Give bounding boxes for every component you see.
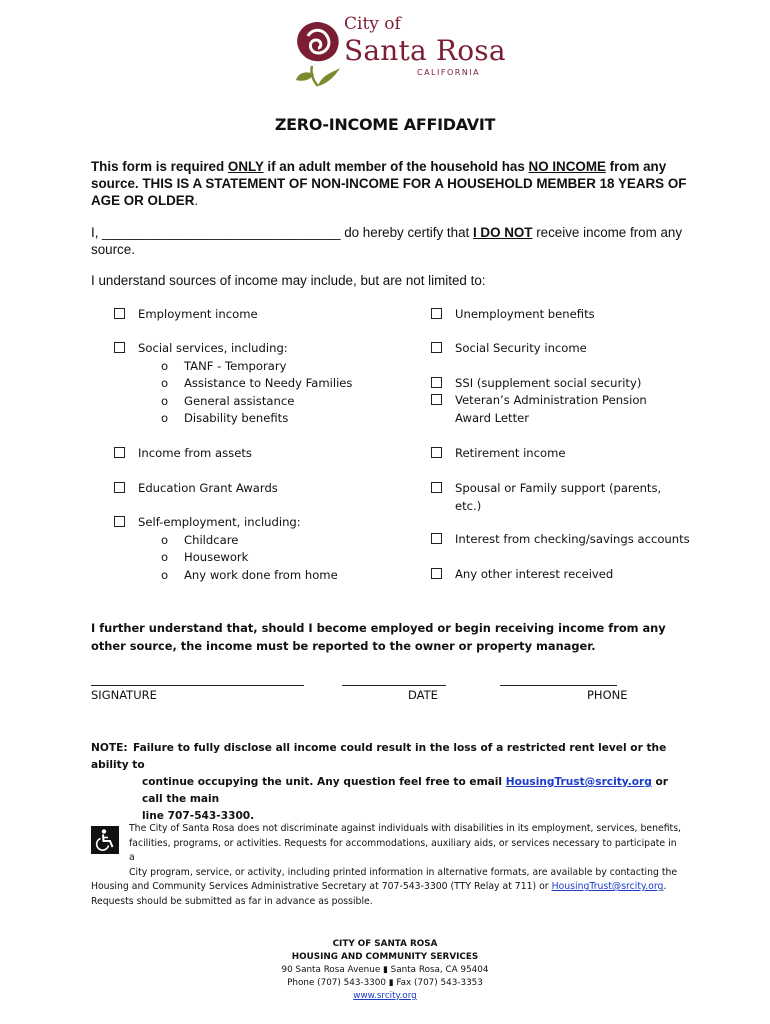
sub-bullet: o bbox=[161, 411, 169, 425]
note-text: continue occupying the unit. Any question feel free to email bbox=[142, 776, 506, 788]
option-label: Self-employment, including: bbox=[138, 515, 301, 529]
page-title: ZERO-INCOME AFFIDAVIT bbox=[274, 115, 496, 134]
note-text: or call the main bbox=[142, 776, 669, 805]
intro-only: ONLY bbox=[227, 159, 264, 174]
checkbox-icon[interactable] bbox=[431, 308, 442, 319]
checkbox-icon[interactable] bbox=[431, 377, 442, 388]
logo-city-name: Santa Rosa bbox=[344, 34, 506, 67]
option-label: Retirement income bbox=[455, 446, 566, 460]
further-statement: I further understand that, should I become employed or begin receiving income from any other source, the income must be reported to the owner or property manager. bbox=[91, 621, 666, 653]
option-label: Social services, including: bbox=[138, 341, 288, 355]
option-employment[interactable] bbox=[114, 306, 258, 324]
sources-heading: I understand sources of income may include, but are not limited to: bbox=[91, 273, 486, 288]
option-label-cont: etc.) bbox=[455, 498, 482, 513]
phone-line[interactable] bbox=[500, 685, 617, 686]
note-block bbox=[91, 740, 691, 825]
disclaimer-line: The City of Santa Rosa does not discriminate against individuals with disabilities in its employment, services, benefits, bbox=[129, 823, 681, 834]
signature-label: SIGNATURE bbox=[91, 688, 157, 702]
sub-item-label: Childcare bbox=[184, 532, 239, 547]
footer-org: CITY OF SANTA ROSA bbox=[332, 939, 438, 949]
option-other-interest[interactable] bbox=[431, 566, 613, 584]
checkbox-icon[interactable] bbox=[114, 342, 125, 353]
note-text: line 707-543-3300. bbox=[142, 810, 255, 822]
list-item bbox=[114, 410, 352, 428]
certify-statement bbox=[91, 224, 691, 258]
list-item bbox=[114, 549, 338, 567]
intro-text: from any source. THIS IS A STATEMENT OF NON-INCOME FOR A HOUSEHOLD MEMBER 18 YEARS OF AGE OR OLDER bbox=[91, 159, 687, 208]
option-label: Any other interest received bbox=[455, 567, 614, 581]
checkbox-icon[interactable] bbox=[431, 394, 442, 405]
footer-dept: HOUSING AND COMMUNITY SERVICES bbox=[291, 952, 479, 962]
option-social-security[interactable] bbox=[431, 340, 587, 358]
non-discrimination-disclaimer bbox=[91, 822, 681, 909]
option-spousal-support[interactable] bbox=[431, 480, 661, 515]
option-social-services[interactable] bbox=[114, 340, 352, 428]
sub-item-label: Disability benefits bbox=[184, 411, 289, 425]
disclaimer-line: Housing and Community Services Administrative Secretary at 707-543-3300 (TTY Relay at 711) or bbox=[91, 881, 552, 892]
checkbox-icon[interactable] bbox=[114, 482, 125, 493]
date-label: DATE bbox=[408, 688, 438, 702]
option-self-employment[interactable] bbox=[114, 514, 338, 584]
certify-do-not: I DO NOT bbox=[472, 225, 533, 240]
sub-bullet: o bbox=[161, 567, 169, 582]
option-label: Education Grant Awards bbox=[138, 481, 278, 495]
intro-text: This form is required bbox=[91, 159, 228, 174]
note-label: NOTE: bbox=[91, 742, 128, 754]
checkbox-icon[interactable] bbox=[431, 568, 442, 579]
disclaimer-line: . bbox=[663, 881, 667, 892]
list-item bbox=[114, 358, 352, 376]
sub-item-label: Assistance to Needy Families bbox=[184, 376, 353, 390]
certify-text: I, ________________________________ do hereby certify that bbox=[91, 225, 473, 240]
logo-city-of: City of bbox=[344, 14, 401, 34]
list-item bbox=[114, 393, 352, 411]
website-link[interactable]: www.srcity.org bbox=[353, 991, 417, 1001]
email-link[interactable]: HousingTrust@srcity.org bbox=[505, 776, 652, 788]
option-label: Unemployment benefits bbox=[455, 307, 595, 321]
checkbox-icon[interactable] bbox=[431, 482, 442, 493]
intro-period: . bbox=[194, 193, 199, 208]
phone-label: PHONE bbox=[587, 688, 628, 702]
option-label: Income from assets bbox=[138, 446, 252, 460]
option-label: Employment income bbox=[138, 307, 258, 321]
option-label-cont: Award Letter bbox=[455, 410, 530, 425]
sub-bullet: o bbox=[161, 393, 169, 408]
checkbox-icon[interactable] bbox=[431, 447, 442, 458]
sub-item-label: Any work done from home bbox=[184, 567, 338, 582]
checkbox-icon[interactable] bbox=[114, 516, 125, 527]
disclaimer-line: Requests should be submitted as far in advance as possible. bbox=[91, 895, 373, 907]
option-education[interactable] bbox=[114, 480, 278, 498]
option-ssi[interactable] bbox=[431, 375, 641, 393]
date-line[interactable] bbox=[342, 685, 446, 686]
disclaimer-line: City program, service, or activity, including printed information in alternative formats, are available by contacting the bbox=[129, 866, 678, 878]
checkbox-icon[interactable] bbox=[114, 447, 125, 458]
option-label: Interest from checking/savings accounts bbox=[455, 532, 690, 546]
logo-state: CALIFORNIA bbox=[417, 68, 481, 77]
sub-bullet: o bbox=[161, 550, 169, 564]
checkbox-icon[interactable] bbox=[431, 342, 442, 353]
option-veterans[interactable] bbox=[431, 392, 647, 427]
checkbox-icon[interactable] bbox=[431, 533, 442, 544]
intro-no-income: NO INCOME bbox=[528, 159, 606, 174]
list-item bbox=[114, 567, 338, 585]
list-item bbox=[114, 375, 352, 393]
footer-phone: Phone (707) 543-3300 ▮ Fax (707) 543-3353 bbox=[287, 978, 483, 988]
option-label: Spousal or Family support (parents, bbox=[455, 481, 662, 495]
intro-text: if an adult member of the household has bbox=[263, 159, 529, 174]
sub-bullet: o bbox=[161, 358, 169, 373]
option-label: Veteran’s Administration Pension bbox=[455, 393, 647, 407]
checkbox-icon[interactable] bbox=[114, 308, 125, 319]
option-unemployment[interactable] bbox=[431, 306, 595, 324]
sub-item-label: Housework bbox=[184, 550, 249, 564]
sub-bullet: o bbox=[161, 532, 169, 547]
option-label: SSI (supplement social security) bbox=[455, 376, 642, 390]
option-assets[interactable] bbox=[114, 445, 252, 463]
sub-item-label: TANF - Temporary bbox=[184, 358, 287, 373]
option-interest-checking[interactable] bbox=[431, 531, 690, 549]
page-footer bbox=[0, 938, 770, 1003]
option-label: Social Security income bbox=[455, 341, 587, 355]
intro-paragraph bbox=[91, 158, 691, 209]
signature-line[interactable] bbox=[91, 685, 304, 686]
disclaimer-line: facilities, programs, or activities. Requests for accommodations, auxiliary aids, or services necessary to participate in a bbox=[129, 837, 677, 863]
list-item bbox=[114, 532, 338, 550]
footer-address: 90 Santa Rosa Avenue ▮ Santa Rosa, CA 95404 bbox=[281, 965, 489, 975]
certify-text: receive income from any source. bbox=[91, 225, 683, 257]
sub-bullet: o bbox=[161, 376, 169, 390]
disclaimer-email-link[interactable]: HousingTrust@srcity.org bbox=[551, 881, 664, 892]
note-text: Failure to fully disclose all income could result in the loss of a restricted rent level or the ability to bbox=[91, 742, 667, 771]
sub-item-label: General assistance bbox=[184, 393, 295, 408]
option-retirement[interactable] bbox=[431, 445, 566, 463]
